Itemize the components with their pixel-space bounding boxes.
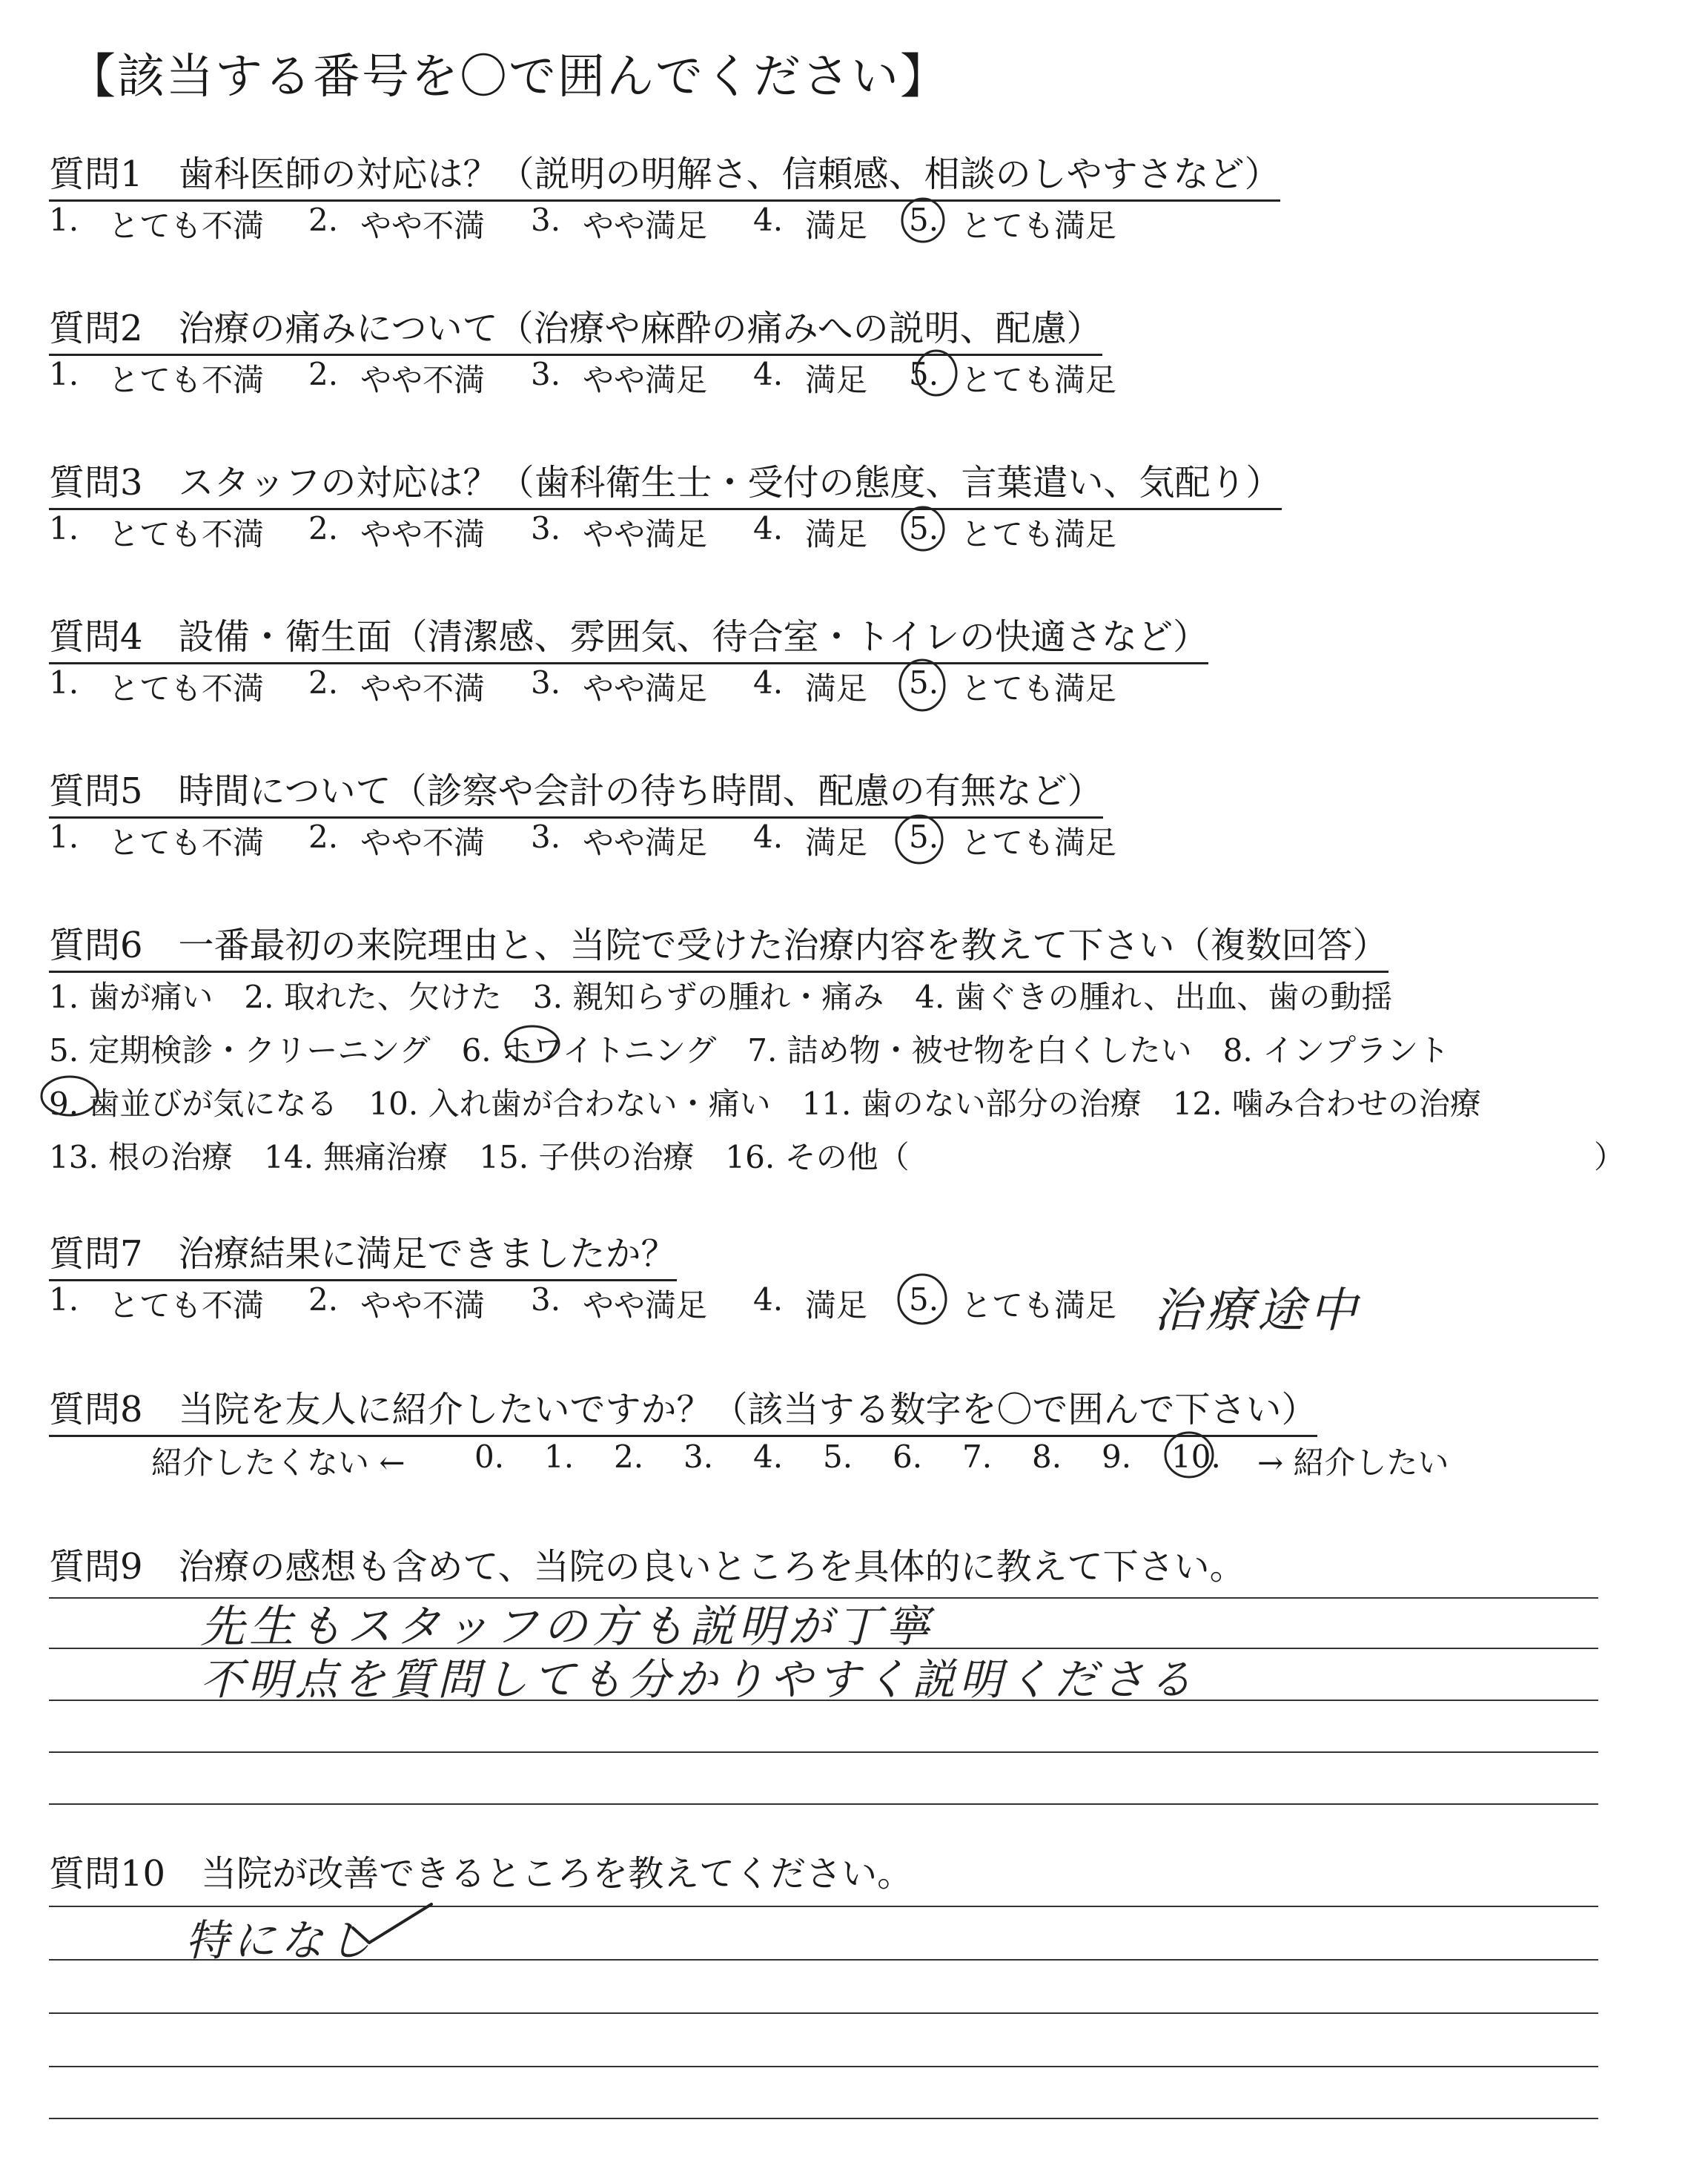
option-1-number: 1.	[49, 664, 79, 701]
question-2-title: 質問2 治療の痛みについて（治療や麻酔の痛みへの説明、配慮）	[49, 300, 1102, 356]
circle-mark-q6-option6	[501, 1023, 568, 1068]
question-5-title: 質問5 時間について（診察や会計の待ち時間、配慮の有無など）	[49, 762, 1103, 819]
option-1-label: とても不満	[108, 516, 265, 552]
circle-mark-q3	[898, 503, 950, 555]
circle-mark-q7	[893, 1269, 952, 1329]
circle-mark-q6-option9	[37, 1074, 104, 1121]
option-1-label: とても不満	[108, 670, 265, 707]
q8-scale-number: 4.	[753, 1439, 784, 1475]
option-3-label: やや満足	[583, 516, 708, 552]
option-1-label: とても不満	[108, 208, 265, 244]
option-5-label: とても満足	[961, 362, 1117, 398]
option-1-number: 1.	[49, 356, 79, 392]
option-3-number: 3.	[531, 202, 561, 238]
option-4-number: 4.	[753, 819, 784, 855]
option-4-number: 4.	[753, 510, 784, 546]
q8-left-label: 紹介したくない ←	[151, 1444, 406, 1481]
q9-answer-line-2: 不明点を質問しても分かりやすく説明くださる	[200, 1654, 1197, 1705]
answer-rule	[49, 2066, 1598, 2067]
question-1-title: 質問1 歯科医師の対応は？（説明の明解さ、信頼感、相談のしやすさなど）	[49, 145, 1280, 202]
option-5-number: 5.	[909, 1281, 939, 1318]
q10-answer: 特になし	[185, 1915, 376, 1966]
option-5-label: とても満足	[961, 670, 1117, 707]
option-2-number: 2.	[308, 1281, 339, 1318]
option-5-number: 5.	[909, 356, 939, 392]
option-1-number: 1.	[49, 819, 79, 855]
option-5-number: 5.	[909, 664, 939, 701]
question-9-title: 質問9 治療の感想も含めて、当院の良いところを具体的に教えて下さい。	[49, 1546, 1245, 1588]
option-3-number: 3.	[531, 510, 561, 546]
question-7-title: 質問7 治療結果に満足できましたか？	[49, 1225, 677, 1281]
option-2-label: やや不満	[360, 670, 486, 707]
circle-mark-q1	[898, 194, 950, 246]
circle-mark-q5	[890, 810, 949, 869]
option-3-label: やや満足	[583, 670, 708, 707]
option-3-label: やや満足	[583, 1287, 708, 1324]
option-3-number: 3.	[531, 1281, 561, 1318]
q8-scale-number: 7.	[962, 1439, 993, 1475]
option-4-label: 満足	[805, 362, 868, 398]
option-3-label: やや満足	[583, 825, 708, 861]
option-1-label: とても不満	[108, 1287, 265, 1324]
question-10-title: 質問10 当院が改善できるところを教えてください。	[49, 1853, 913, 1895]
option-2-label: やや不満	[360, 362, 486, 398]
option-2-label: やや不満	[360, 825, 486, 861]
question-6-line-2: 5. 定期検診・クリーニング 6. ホワイトニング 7. 詰め物・被せ物を白くしたい 8. インプラント	[49, 1032, 1450, 1069]
q8-scale-number: 6.	[893, 1439, 923, 1475]
option-4-label: 満足	[805, 516, 868, 552]
q8-scale-number: 5.	[823, 1439, 853, 1475]
option-2-number: 2.	[308, 356, 339, 392]
q8-scale-number: 2.	[614, 1439, 644, 1475]
option-1-number: 1.	[49, 510, 79, 546]
option-2-number: 2.	[308, 819, 339, 855]
option-3-label: やや満足	[583, 208, 708, 244]
option-5-label: とても満足	[961, 516, 1117, 552]
option-4-number: 4.	[753, 202, 784, 238]
circle-mark-q4	[894, 655, 953, 715]
q8-scale-number: 3.	[683, 1439, 714, 1475]
option-3-label: やや満足	[583, 362, 708, 398]
answer-rule	[49, 2118, 1598, 2119]
answer-rule	[49, 2012, 1598, 2014]
option-1-label: とても不満	[108, 825, 265, 861]
check-mark-icon	[348, 1898, 437, 1950]
option-5-label: とても満足	[961, 1287, 1117, 1324]
option-1-number: 1.	[49, 202, 79, 238]
handwritten-note-q7: 治療途中	[1153, 1284, 1361, 1338]
question-6-line-3: 9. 歯並びが気になる 10. 入れ歯が合わない・痛い 11. 歯のない部分の治療 12. 噛み合わせの治療	[49, 1086, 1481, 1122]
answer-rule	[49, 1751, 1598, 1753]
option-5-number: 5.	[909, 202, 939, 238]
circle-mark-q8	[1156, 1425, 1223, 1483]
option-2-label: やや不満	[360, 1287, 486, 1324]
option-2-number: 2.	[308, 664, 339, 701]
q8-scale-number: 1.	[544, 1439, 575, 1475]
q8-right-label: → 紹介したい	[1257, 1444, 1449, 1481]
question-6-title: 質問6 一番最初の来院理由と、当院で受けた治療内容を教えて下さい（複数回答）	[49, 916, 1388, 973]
option-2-number: 2.	[308, 510, 339, 546]
option-5-number: 5.	[909, 819, 939, 855]
q8-scale-number: 8.	[1032, 1439, 1062, 1475]
option-5-label: とても満足	[961, 825, 1117, 861]
option-3-number: 3.	[531, 356, 561, 392]
option-4-label: 満足	[805, 670, 868, 707]
option-4-number: 4.	[753, 356, 784, 392]
q8-scale-number: 0.	[474, 1439, 505, 1475]
q9-answer-line-1: 先生もスタッフの方も説明が丁寧	[200, 1601, 934, 1653]
q8-scale-number: 9.	[1102, 1439, 1132, 1475]
question-3-title: 質問3 スタッフの対応は？（歯科衛生士・受付の態度、言葉遣い、気配り）	[49, 454, 1282, 510]
q8-scale-number: 10.	[1171, 1439, 1221, 1475]
option-4-label: 満足	[805, 825, 868, 861]
circle-mark-q2	[912, 347, 964, 399]
option-4-label: 満足	[805, 1287, 868, 1324]
option-4-number: 4.	[753, 1281, 784, 1318]
option-5-number: 5.	[909, 510, 939, 546]
option-1-label: とても不満	[108, 362, 265, 398]
answer-rule	[49, 1803, 1598, 1805]
question-8-title: 質問8 当院を友人に紹介したいですか？（該当する数字を〇で囲んで下さい）	[49, 1381, 1317, 1437]
question-4-title: 質問4 設備・衛生面（清潔感、雰囲気、待合室・トイレの快適さなど）	[49, 608, 1208, 664]
question-6-line-4-close: ）	[1594, 1139, 1626, 1175]
question-6-line-4: 13. 根の治療 14. 無痛治療 15. 子供の治療 16. その他（	[49, 1139, 910, 1175]
option-4-label: 満足	[805, 208, 868, 244]
option-2-label: やや不満	[360, 516, 486, 552]
option-4-number: 4.	[753, 664, 784, 701]
option-1-number: 1.	[49, 1281, 79, 1318]
option-2-label: やや不満	[360, 208, 486, 244]
question-6-line-1: 1. 歯が痛い 2. 取れた、欠けた 3. 親知らずの腫れ・痛み 4. 歯ぐきの腫れ、出血、歯の動揺	[49, 979, 1393, 1015]
option-2-number: 2.	[308, 202, 339, 238]
option-3-number: 3.	[531, 664, 561, 701]
option-3-number: 3.	[531, 819, 561, 855]
page-heading: 【該当する番号を〇で囲んでください】	[68, 50, 949, 105]
option-5-label: とても満足	[961, 208, 1117, 244]
